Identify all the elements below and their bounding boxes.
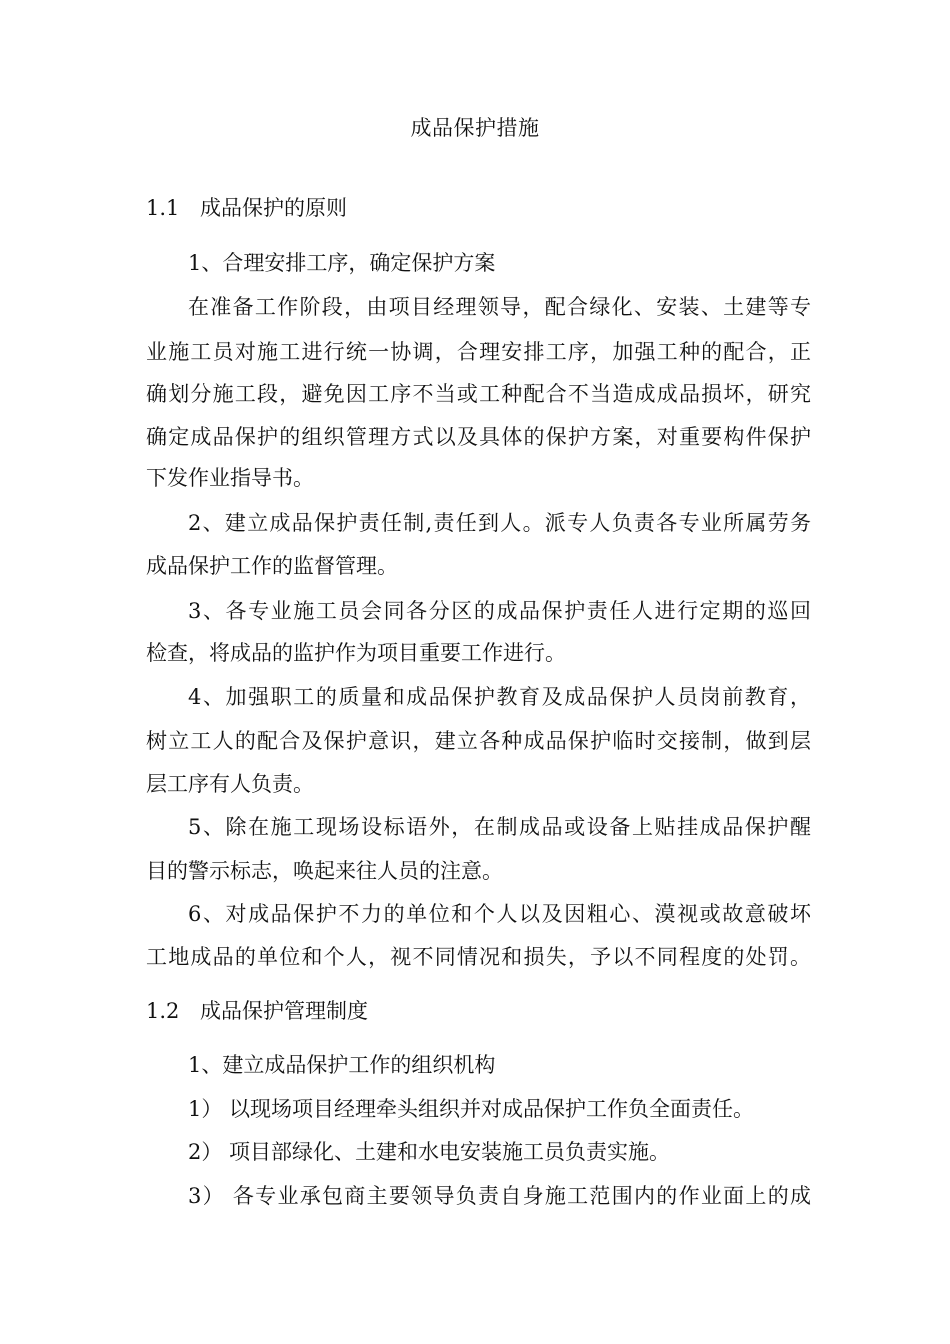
section-title: 成品保护的原则 [200,196,347,220]
paragraph-1-line: 在准备工作阶段，由项目经理领导，配合绿化、安装、土建等专 [188,295,811,319]
item-1-label: 1、合理安排工序，确定保护方案 [188,251,496,275]
section2-item: 1、建立成品保护工作的组织机构 [188,1053,496,1077]
item-4-line: 树立工人的配合及保护意识，建立各种成品保护临时交接制，做到层 [146,729,811,753]
section2-item: 2） 项目部绿化、土建和水电安装施工员负责实施。 [188,1140,671,1164]
item-4-line: 层工序有人负责。 [146,772,314,796]
section-title: 成品保护管理制度 [200,999,368,1023]
item-6-line: 6、对成品保护不力的单位和个人以及因粗心、漠视或故意破坏 [188,902,811,926]
section2-item: 3） 各专业承包商主要领导负责自身施工范围内的作业面上的成 [188,1184,811,1208]
item-2-line: 2、建立成品保护责任制,责任到人。派专人负责各专业所属劳务 [188,511,811,535]
item-3-line: 3、各专业施工员会同各分区的成品保护责任人进行定期的巡回 [188,599,811,623]
section-heading-1-2 [146,996,811,1026]
section-heading-1-1 [146,193,811,223]
item-4-line: 4、加强职工的质量和成品保护教育及成品保护人员岗前教育， [188,685,811,709]
section-number: 1.1 [146,196,180,220]
item-3-line: 检查，将成品的监护作为项目重要工作进行。 [146,641,566,665]
paragraph-1-line: 确定成品保护的组织管理方式以及具体的保护方案，对重要构件保护 [146,425,811,449]
paragraph-1-line: 业施工员对施工进行统一协调，合理安排工序，加强工种的配合，正 [146,340,811,364]
item-5-line: 5、除在施工现场设标语外，在制成品或设备上贴挂成品保护醒 [188,815,811,839]
section-number: 1.2 [146,999,180,1023]
item-2-line: 成品保护工作的监督管理。 [146,554,398,578]
document-title: 成品保护措施 [410,116,540,140]
section2-item: 1） 以现场项目经理牵头组织并对成品保护工作负全面责任。 [188,1097,755,1121]
item-5-line: 目的警示标志，唤起来往人员的注意。 [146,859,503,883]
paragraph-1-line: 确划分施工段，避免因工序不当或工种配合不当造成成品损坏，研究 [146,382,811,406]
paragraph-1-line: 下发作业指导书。 [146,466,314,490]
item-6-line: 工地成品的单位和个人，视不同情况和损失，予以不同程度的处罚。 [146,945,811,969]
